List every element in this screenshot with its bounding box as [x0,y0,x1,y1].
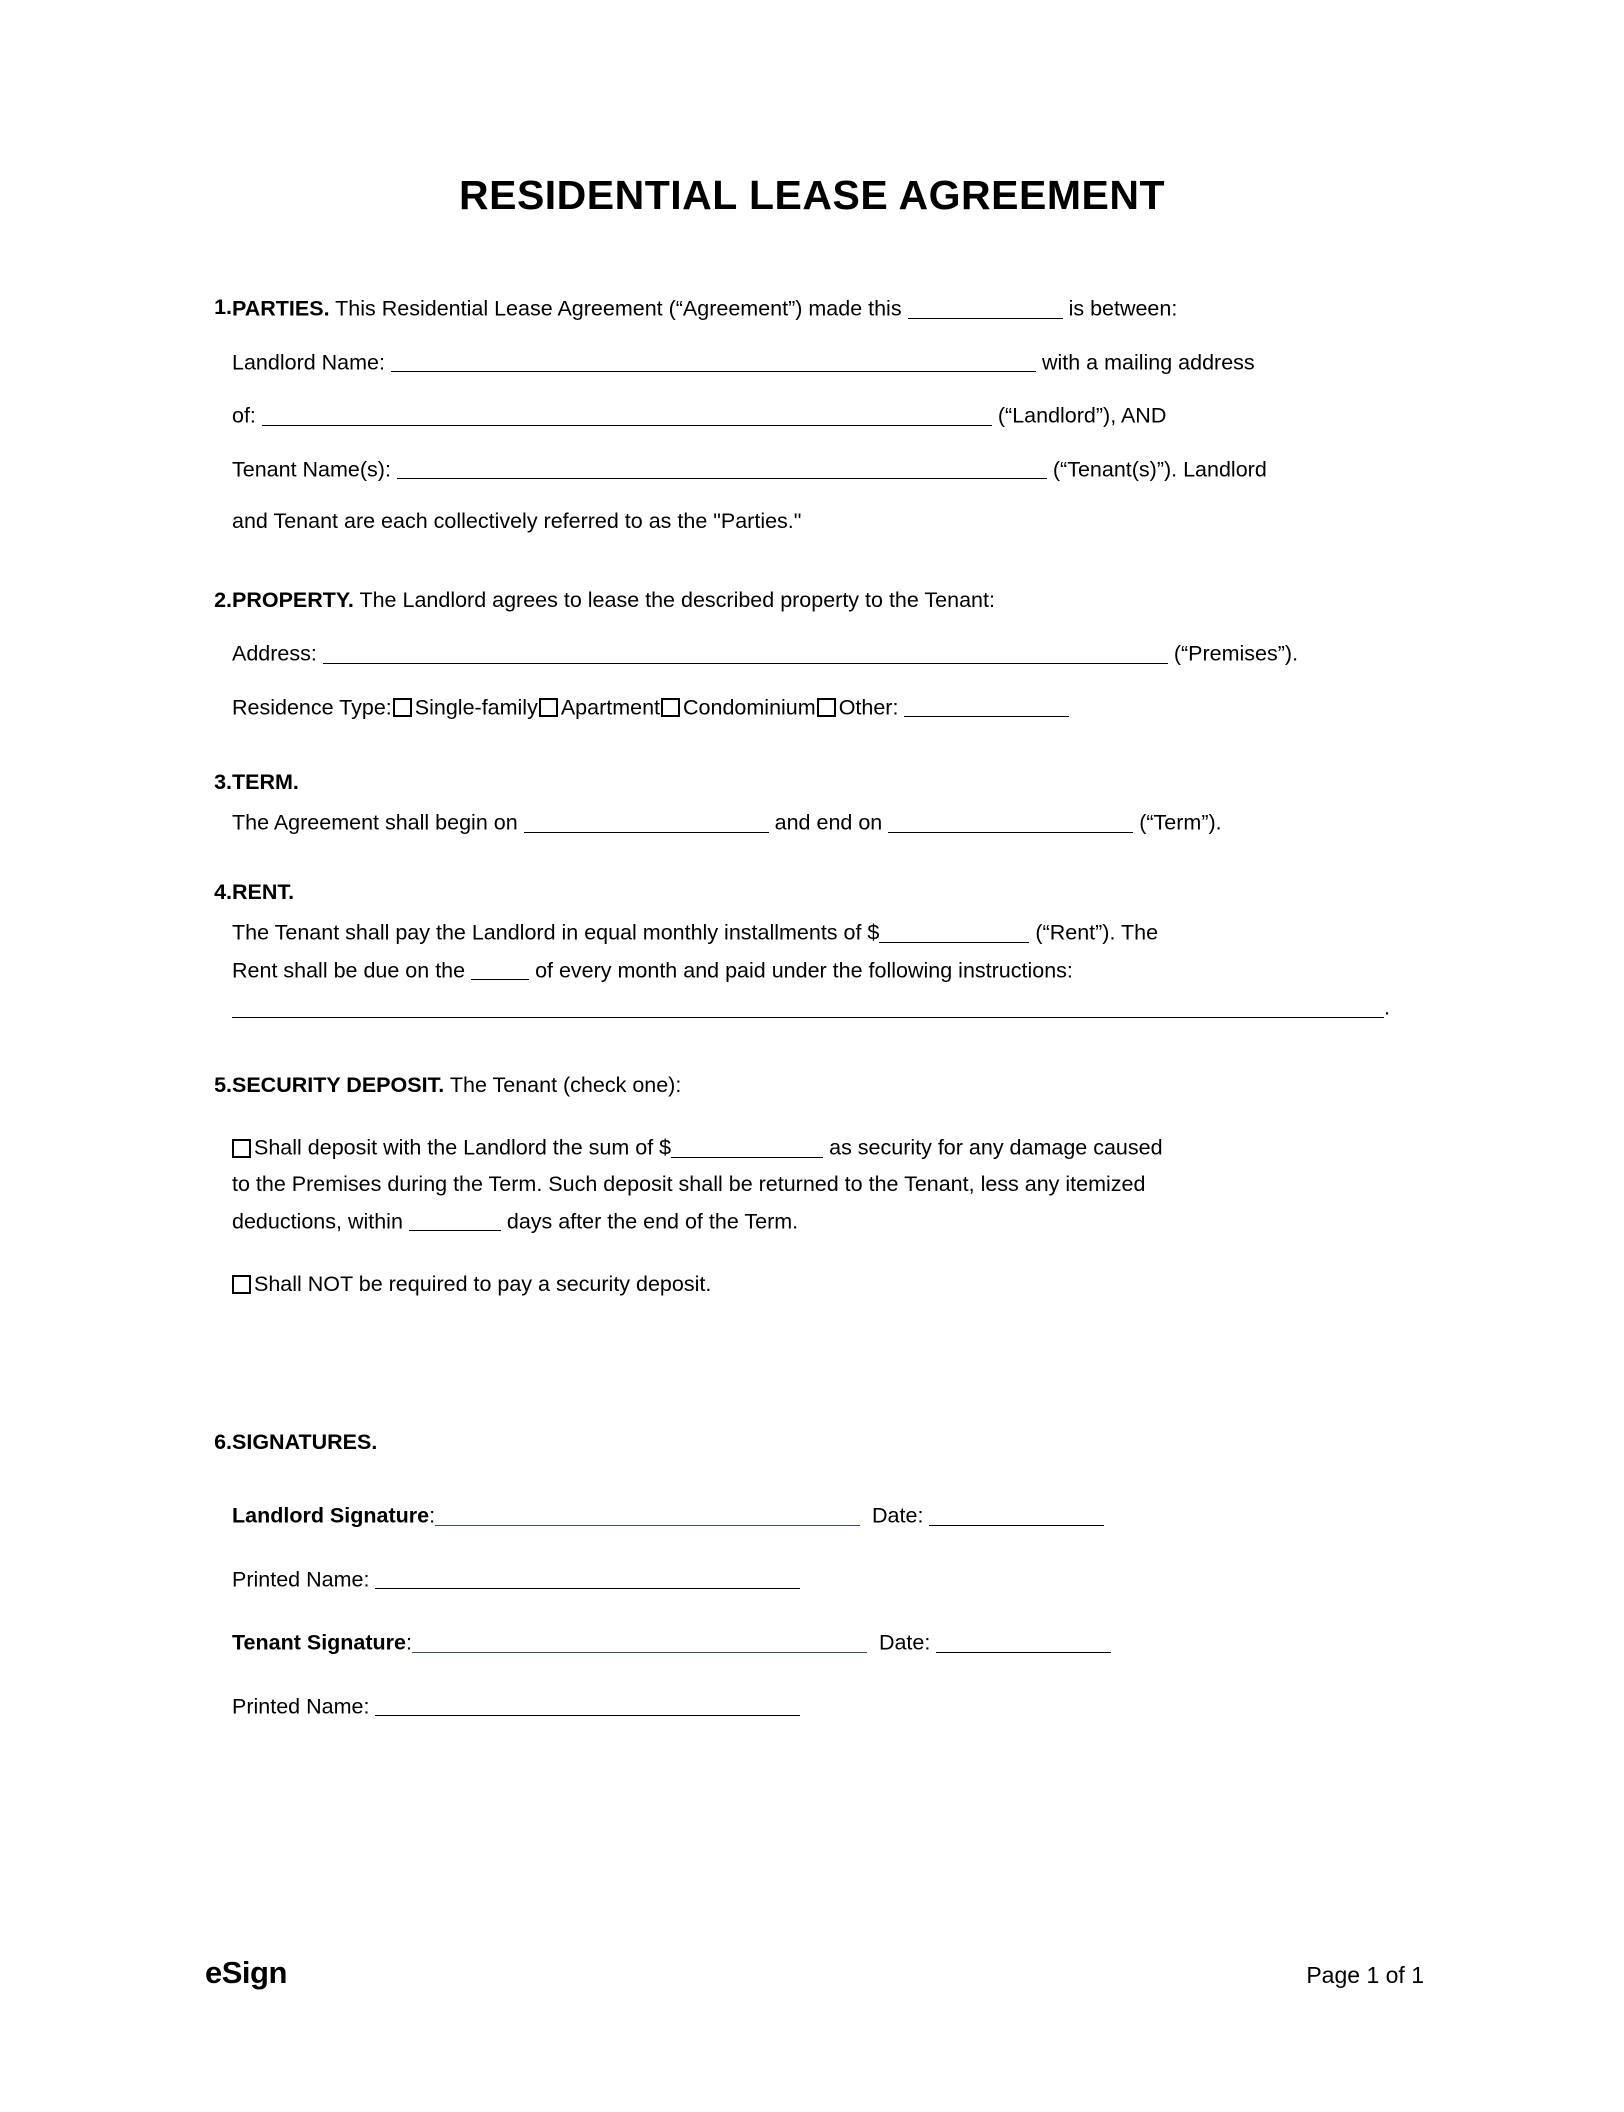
deposit-option-1-line-3 [232,1208,1402,1235]
clause-2-body [232,588,1402,747]
clause-1-line1-text-b: is between: [1068,296,1178,321]
landlord-signature-colon: : [429,1503,436,1528]
checkbox-other[interactable] [817,698,836,717]
deposit-return-days-suffix: days after the end of the Term. [506,1209,799,1234]
premises-suffix: (“Premises”). [1173,641,1299,666]
page-title: RESIDENTIAL LEASE AGREEMENT [458,172,1165,218]
clause-1-line-4 [232,456,1402,483]
clause-4-heading-row [232,880,1402,905]
checkbox-condominium[interactable] [661,698,680,717]
tenant-date-field[interactable] [936,1629,1111,1653]
clause-2-address-line [232,640,1402,667]
tenant-name-field[interactable] [397,456,1047,480]
clause-4-number: 4. [214,880,232,904]
deposit-option1-text-a: Shall deposit with the Landlord the sum of $ [254,1135,672,1160]
clause-4-line-2 [232,957,1402,984]
tenant-printed-label: Printed Name: [232,1694,370,1719]
tenant-signature-field[interactable] [412,1629,867,1653]
term-suffix: (“Term”). [1139,810,1222,835]
clause-4-body [232,880,1402,1048]
clause-6-number: 6. [214,1430,232,1454]
clause-4-line-1 [232,919,1402,946]
clause-3-number: 3. [214,770,232,794]
tenant-printed-field[interactable] [375,1693,800,1717]
deposit-option1-text-b: as security for any damage caused [829,1135,1163,1160]
term-end-field[interactable] [888,809,1133,833]
checkbox-single-family[interactable] [393,698,412,717]
clause-1-line4-text-b: (“Tenant(s)”). Landlord [1052,457,1267,482]
landlord-printed-row [232,1566,1402,1593]
deposit-option2-text: Shall NOT be required to pay a security deposit. [254,1272,712,1297]
option-label-single-family: Single-family [414,695,538,720]
clause-1-line-5: and Tenant are each collectively referred to as the "Parties." [232,509,802,534]
tenant-date-label: Date: [878,1630,931,1655]
rent-due-label: Rent shall be due on the [232,958,466,983]
residence-other-field[interactable] [904,694,1069,718]
residence-type-label: Residence Type: [232,695,392,720]
checkbox-no-deposit[interactable] [232,1275,251,1294]
clause-2-line1-text: The Landlord agrees to lease the described property to the Tenant: [359,588,995,612]
landlord-name-field[interactable] [391,349,1036,373]
checkbox-shall-deposit[interactable] [232,1139,251,1158]
landlord-name-label: Landlord Name: [232,350,385,375]
clause-4-line-3 [232,994,1402,1021]
landlord-date-field[interactable] [929,1502,1104,1526]
landlord-address-field[interactable] [262,402,992,426]
landlord-address-label: of: [232,403,256,428]
clause-6-heading: SIGNATURES. [232,1430,378,1454]
clause-1-number: 1. [214,295,232,319]
landlord-signature-field[interactable] [435,1502,860,1526]
premises-address-field[interactable] [323,640,1168,664]
footer-brand: eSign [205,1955,287,1990]
rent-due-suffix: of every month and paid under the following instructions: [535,958,1073,983]
date-made-field[interactable] [908,295,1063,319]
rent-amount-label: The Tenant shall pay the Landlord in equal monthly installments of $ [232,920,880,945]
clause-6-body [232,1430,1402,1746]
clause-5-line1-text: The Tenant (check one): [449,1073,682,1097]
tenant-signature-label: Tenant Signature [232,1630,407,1655]
tenant-signature-row [232,1629,1402,1656]
clause-1-body [232,295,1402,561]
clause-2-line-1 [232,588,1402,613]
tenant-printed-row [232,1693,1402,1720]
clause-3-heading: TERM. [232,770,299,794]
tenant-signature-colon: : [406,1630,412,1655]
landlord-signature-row [232,1502,1402,1529]
term-begin-field[interactable] [524,809,769,833]
rent-instructions-suffix: . [1384,995,1390,1020]
option-label-other: Other: [838,695,899,720]
rent-suffix-a: (“Rent”). The [1035,920,1159,945]
clause-6-heading-row [232,1430,1402,1455]
checkbox-apartment[interactable] [539,698,558,717]
deposit-return-days-label: deductions, within [232,1209,403,1234]
clause-1-line3-text-b: (“Landlord”), AND [997,403,1167,428]
landlord-date-label: Date: [872,1503,924,1528]
tenant-name-label: Tenant Name(s): [232,457,391,482]
clause-3-heading-row [232,770,1402,795]
clause-1-line-3 [232,402,1402,429]
clause-5-body [232,1073,1402,1324]
rent-instructions-field[interactable] [232,994,1384,1018]
term-begin-label: The Agreement shall begin on [232,810,518,835]
deposit-option-1-line-2: to the Premises during the Term. Such deposit shall be returned to the Tenant, less any itemized [232,1171,1146,1196]
term-end-label: and end on [774,810,883,835]
clause-1-line1-text-a: This Residential Lease Agreement (“Agreement”) made this [335,296,902,321]
landlord-signature-label: Landlord Signature [232,1503,430,1528]
rent-amount-field[interactable] [879,919,1029,943]
landlord-printed-field[interactable] [375,1566,800,1590]
clause-2-number: 2. [214,588,232,612]
residence-type-line [232,694,1402,721]
option-label-apartment: Apartment [560,695,661,720]
clause-5-heading: SECURITY DEPOSIT. [232,1073,445,1097]
deposit-return-days-field[interactable] [409,1208,501,1232]
clause-5-line-1 [232,1073,1402,1098]
deposit-option-2-line [232,1272,1402,1297]
deposit-option-1-line-1 [232,1134,1402,1161]
clause-1-line-1 [232,295,1402,322]
clause-3-body [232,770,1402,863]
landlord-printed-label: Printed Name: [232,1567,370,1592]
clause-5-number: 5. [214,1073,232,1097]
footer-page-number: Page 1 of 1 [1306,1962,1424,1988]
option-label-condominium: Condominium [683,695,816,720]
premises-address-label: Address: [232,641,317,666]
clause-1-heading: PARTIES. [232,296,330,321]
rent-due-day-field[interactable] [471,957,529,981]
clause-4-heading: RENT. [232,880,295,904]
clause-1-line2-text-b: with a mailing address [1041,350,1255,375]
clause-1-line-2 [232,349,1402,376]
deposit-amount-field[interactable] [671,1134,823,1158]
clause-3-line-1 [232,809,1402,836]
clause-2-heading: PROPERTY. [232,588,354,612]
